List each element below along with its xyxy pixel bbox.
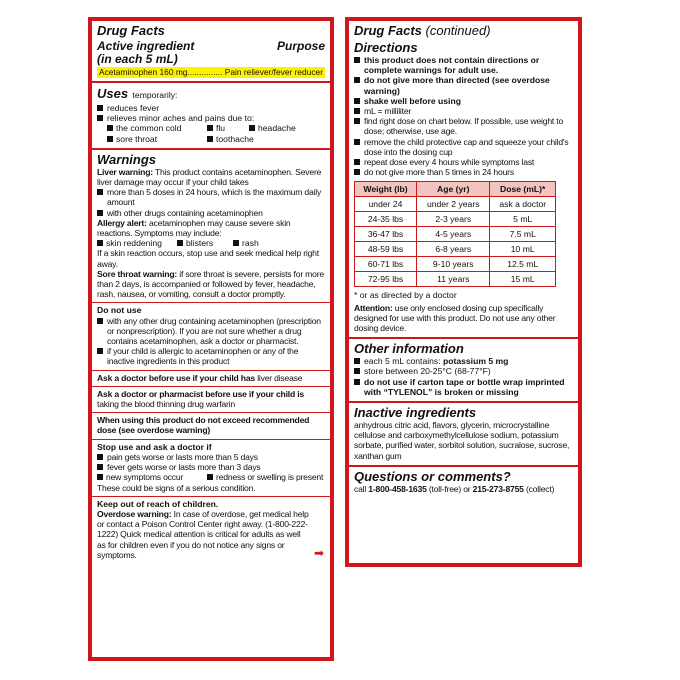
- allergy-symptom: rash: [242, 238, 259, 249]
- bullet-icon: [177, 240, 183, 246]
- bullet-icon: [354, 159, 360, 165]
- bullet-icon: [97, 240, 103, 246]
- dosing-table-header: [355, 182, 556, 197]
- bullet-icon: [354, 57, 360, 63]
- bullet-icon: [249, 125, 255, 131]
- stop-use-item: new symptoms occur: [106, 472, 184, 483]
- uses-section: [92, 83, 330, 150]
- uses-sub-item: the common cold: [116, 123, 182, 134]
- drug-facts-panel-left: [88, 17, 334, 661]
- stop-use-after: These could be signs of a serious condition.: [97, 482, 256, 493]
- table-header-weight: Weight (lb): [355, 182, 417, 197]
- bullet-icon: [107, 125, 113, 131]
- table-row: 72-95 lbs 11 years 15 mL: [355, 272, 556, 287]
- warnings-title: Warnings: [97, 151, 156, 167]
- drug-facts-panel-right: [345, 17, 582, 567]
- table-row: 36-47 lbs 4-5 years 7.5 mL: [355, 227, 556, 242]
- directions-item: do not give more than 5 times in 24 hours: [354, 167, 573, 177]
- other-information-title: Other information: [354, 341, 464, 357]
- uses-title: Uses: [97, 86, 129, 101]
- stop-use-item: fever gets worse or lasts more than 3 days: [97, 462, 325, 472]
- drug-facts-continued-title: Drug Facts (continued): [354, 23, 491, 38]
- other-info-item: do not use if carton tape or bottle wrap imprinted with “TYLENOL” is broken or missing: [354, 377, 573, 397]
- other-info-item: store between 20-25°C (68-77°F): [354, 366, 573, 376]
- bullet-icon: [97, 210, 103, 216]
- phone-toll-free: 1-800-458-1635: [368, 483, 427, 494]
- questions-title: Questions or comments?: [354, 468, 511, 484]
- allergy-after-text: If a skin reaction occurs, stop use and seek medical help right away.: [97, 248, 319, 269]
- allergy-alert: Allergy alert: acetaminophen may cause severe skin reactions. Symptoms may include:: [97, 217, 291, 239]
- liver-warning: Liver warning: This product contains acetaminophen. Severe liver damage may occur if your child takes: [97, 166, 322, 188]
- dosing-table: [354, 181, 556, 287]
- continue-arrow-icon: ➡: [313, 545, 324, 560]
- allergy-symptom: skin reddening: [106, 238, 162, 249]
- table-row: 60-71 lbs 9-10 years 12.5 mL: [355, 257, 556, 272]
- uses-sub-item: toothache: [216, 133, 254, 144]
- uses-sub-item: flu: [216, 123, 226, 134]
- contact-line: call 1-800-458-1635 (toll-free) or 215-273-8755 (collect): [354, 483, 555, 494]
- bullet-icon: [97, 105, 103, 111]
- inactive-ingredients-section: [349, 403, 578, 467]
- directions-item: mL = milliliter: [354, 106, 573, 116]
- active-ingredient-subheading: (in each 5 mL): [97, 52, 178, 66]
- keep-out-section: [92, 497, 330, 563]
- attention-note: Attention: use only enclosed dosing cup specifically designed for use with this product. Do not use any other dosing device.: [354, 302, 556, 334]
- bullet-icon: [207, 136, 213, 142]
- inactive-ingredients-list: anhydrous citric acid, flavors, glycerin, microcrystalline cellulose and carboxymethylcellulose sodium, potassium sorbate, purified water, sorbitol solution, sucralose, sucrose, xanthan gum: [354, 420, 570, 461]
- directions-item: remove the child protective cap and squeeze your child's dose into the dosing cup: [354, 137, 573, 157]
- stop-use-section: [92, 440, 330, 497]
- active-ingredient-section: [92, 21, 330, 83]
- bullet-icon: [354, 169, 360, 175]
- bullet-icon: [107, 136, 113, 142]
- ingredient-highlight-row: [97, 67, 325, 78]
- bullet-icon: [354, 379, 360, 385]
- other-info-item: each 5 mL contains: potassium 5 mg: [354, 356, 573, 366]
- liver-warning-item: more than 5 doses in 24 hours, which is the maximum daily amount: [97, 187, 325, 207]
- table-row: 48-59 lbs 6-8 years 10 mL: [355, 242, 556, 257]
- ingredient-purpose: Pain reliever/fever reducer: [224, 67, 323, 77]
- inactive-ingredients-title: Inactive ingredients: [354, 405, 477, 421]
- uses-sub-item: sore throat: [116, 133, 158, 144]
- phone-collect: 215-273-8755: [472, 483, 524, 494]
- sore-throat-warning: Sore throat warning: if sore throat is severe, persists for more than 2 days, is accompanied or followed by fever, headache, rash, nausea, or vomiting, consult a doctor promptly.: [97, 268, 324, 300]
- bullet-icon: [233, 240, 239, 246]
- table-header-age: Age (yr): [417, 182, 490, 197]
- bullet-icon: [354, 108, 360, 114]
- uses-item: reduces fever: [97, 103, 325, 113]
- stop-use-title: Stop use and ask a doctor if: [97, 441, 212, 452]
- bullet-icon: [97, 474, 103, 480]
- bullet-icon: [207, 474, 213, 480]
- dot-leader: ...............: [187, 67, 223, 77]
- bullet-icon: [354, 77, 360, 83]
- directions-item: find right dose on chart below. If possible, use weight to dose; otherwise, use age.: [354, 116, 573, 136]
- directions-item: this product does not contain directions or complete warnings for adult use.: [354, 55, 573, 75]
- uses-sub-item: headache: [258, 123, 296, 134]
- directions-item: shake well before using: [354, 96, 573, 106]
- do-not-use-section: [92, 303, 330, 370]
- drug-facts-title: Drug Facts: [97, 23, 165, 38]
- directions-title: Directions: [354, 40, 418, 55]
- uses-intro: temporarily:: [132, 90, 178, 100]
- bullet-icon: [207, 125, 213, 131]
- bullet-icon: [354, 139, 360, 145]
- keep-out-title: Keep out of reach of children.: [97, 498, 219, 509]
- liver-warning-item: with other drugs containing acetaminophen: [97, 208, 325, 218]
- warnings-section: [92, 150, 330, 304]
- directions-item: repeat dose every 4 hours while symptoms last: [354, 157, 573, 167]
- directions-item: do not give more than directed (see overdose warning): [354, 75, 573, 95]
- bullet-icon: [97, 318, 103, 324]
- stop-use-item: pain gets worse or lasts more than 5 days: [97, 452, 325, 462]
- do-not-use-item: if your child is allergic to acetaminophen or any of the inactive ingredients in this product: [97, 346, 325, 366]
- do-not-use-title: Do not use: [97, 305, 142, 316]
- allergy-symptom: blisters: [186, 238, 214, 249]
- bullet-icon: [97, 348, 103, 354]
- purpose-heading: Purpose: [276, 39, 325, 53]
- table-row: under 24 under 2 years ask a doctor: [355, 197, 556, 212]
- dose-footnote: * or as directed by a doctor: [354, 290, 457, 301]
- table-row: 24-35 lbs 2-3 years 5 mL: [355, 212, 556, 227]
- stop-use-item: redness or swelling is present: [216, 472, 324, 483]
- ask-doctor-section: Ask a doctor before use if your child has liver disease: [92, 371, 330, 387]
- overdose-warning: Overdose warning: In case of overdose, get medical help or contact a Poison Control Center right away. (1-800-222-1222) Quick medical attention is critical for adults as well as for children even if you do not notice any signs or symptoms.: [97, 508, 309, 560]
- bullet-icon: [97, 464, 103, 470]
- when-using-section: When using this product do not exceed recommended dose (see overdose warning): [92, 413, 330, 439]
- do-not-use-item: with any other drug containing acetaminophen (prescription or nonprescription). If you are not sure whether a drug contains acetaminophen, ask a doctor or pharmacist.: [97, 316, 325, 347]
- ask-pharmacist-section: Ask a doctor or pharmacist before use if your child is taking the blood thinning drug warfarin: [92, 387, 330, 413]
- questions-section: [349, 467, 578, 497]
- bullet-icon: [97, 115, 103, 121]
- uses-item: relieves minor aches and pains due to:: [97, 113, 325, 123]
- bullet-icon: [354, 98, 360, 104]
- bullet-icon: [97, 454, 103, 460]
- bullet-icon: [354, 368, 360, 374]
- active-ingredient-heading: Active ingredient: [97, 39, 195, 53]
- table-header-dose: Dose (mL)*: [490, 182, 556, 197]
- directions-section: [349, 21, 578, 339]
- bullet-icon: [354, 118, 360, 124]
- ingredient-name: Acetaminophen 160 mg: [99, 67, 188, 77]
- bullet-icon: [354, 358, 360, 364]
- other-information-section: [349, 339, 578, 403]
- bullet-icon: [97, 189, 103, 195]
